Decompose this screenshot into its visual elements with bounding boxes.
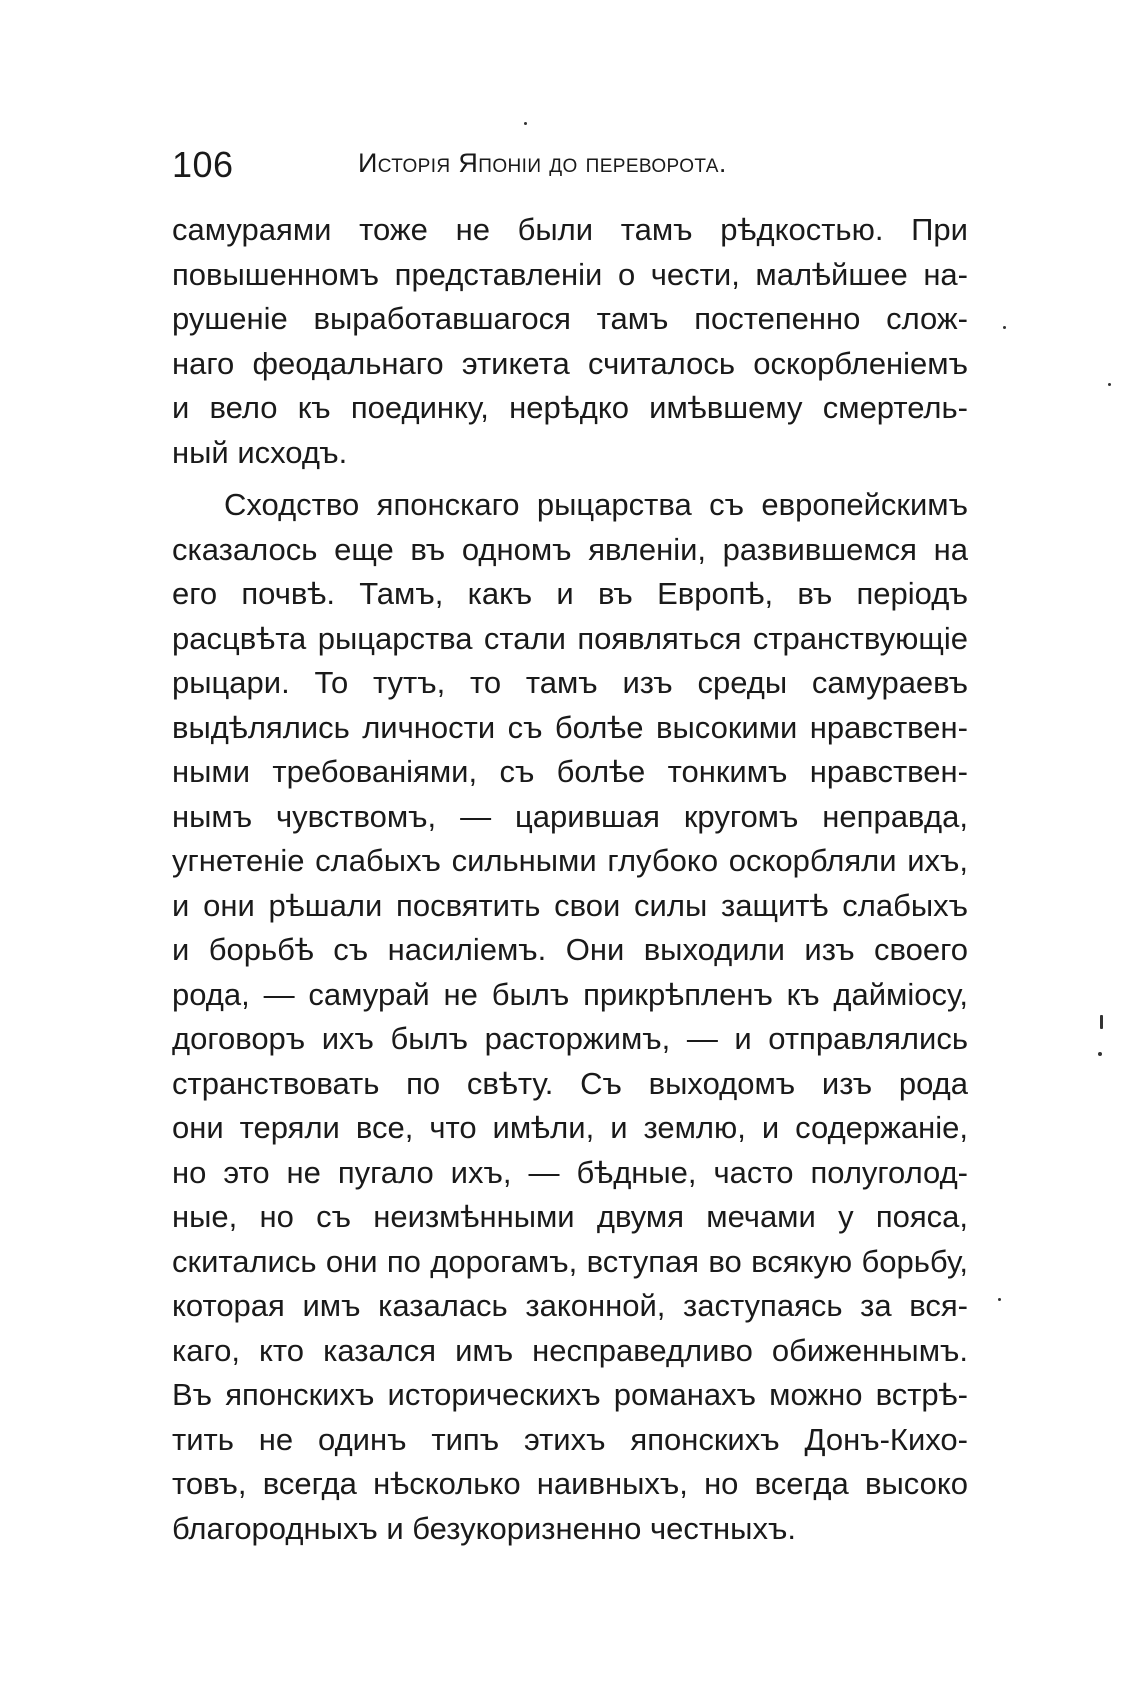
paragraph-2 (172, 483, 968, 1551)
scan-speck (998, 1298, 1001, 1301)
running-title: Исторія Японіи до переворота. (358, 148, 727, 178)
text-line: выдѣлялись личности съ болѣе высокими нравствен- (172, 709, 968, 745)
paragraph-gap (172, 475, 968, 483)
text-line: рушеніе выработавшагося тамъ постепенно слож- (172, 301, 968, 336)
body-text (172, 208, 968, 1551)
text-line: ный исходъ. (172, 434, 348, 470)
text-line: ными требованіями, съ болѣе тонкимъ нравствен- (172, 754, 968, 789)
text-line: рыцари. То тутъ, то тамъ изъ среды самураевъ (172, 665, 968, 700)
scan-speck (524, 122, 527, 125)
text-line: рода, — самурай не былъ прикрѣпленъ къ дайміосу, (172, 976, 968, 1012)
text-line: скитались они по дорогамъ, вступая во всякую борьбу, (172, 1243, 968, 1279)
text-line: и вело къ поединку, нерѣдко имѣвшему смертель- (172, 390, 968, 425)
paragraph-1 (172, 208, 968, 475)
text-line: наго феодальнаго этикета считалось оскорбленіемъ (172, 345, 968, 381)
page-number: 106 (172, 144, 234, 185)
text-line: которая имъ казалась законной, заступаясь за вся- (172, 1288, 968, 1323)
text-line: договоръ ихъ былъ расторжимъ, — и отправлялись (172, 1021, 968, 1056)
text-line: нымъ чувствомъ, — царившая кругомъ неправда, (172, 798, 968, 834)
text-line: ные, но съ неизмѣнными двумя мечами у пояса, (172, 1199, 968, 1234)
text-line: товъ, всегда нѣсколько наивныхъ, но всегда высоко (172, 1466, 968, 1501)
scan-speck (1100, 1015, 1103, 1029)
scan-speck (1098, 1052, 1102, 1056)
text-line: и борьбѣ съ насиліемъ. Они выходили изъ своего (172, 932, 968, 967)
text-line: расцвѣта рыцарства стали появляться странствующіе (172, 620, 968, 656)
text-line: тить не одинъ типъ этихъ японскихъ Донъ-Кихо- (172, 1421, 968, 1457)
page-header (172, 140, 968, 190)
text-line: повышенномъ представленіи о чести, малѣйшее на- (172, 256, 968, 292)
text-line: его почвѣ. Тамъ, какъ и въ Европѣ, въ періодъ (172, 576, 968, 611)
text-line: каго, кто казался имъ несправедливо обиженнымъ. (172, 1332, 968, 1368)
text-line: Въ японскихъ историческихъ романахъ можно встрѣ- (172, 1377, 968, 1412)
scan-speck (1108, 383, 1111, 386)
text-line: странствовать по свѣту. Съ выходомъ изъ рода (172, 1065, 968, 1101)
text-line: самураями тоже не были тамъ рѣдкостью. При (172, 212, 968, 247)
text-line: и они рѣшали посвятить свои силы защитѣ слабыхъ (172, 887, 968, 923)
scan-speck (1003, 326, 1006, 329)
text-line: но это не пугало ихъ, — бѣдные, часто полуголод- (172, 1154, 968, 1190)
text-line: Сходство японскаго рыцарства съ европейскимъ (224, 487, 968, 522)
text-line: угнетеніе слабыхъ сильными глубоко оскорбляли ихъ, (172, 843, 968, 878)
text-line: благородныхъ и безукоризненно честныхъ. (172, 1510, 796, 1546)
text-line: они теряли все, что имѣли, и землю, и содержаніе, (172, 1110, 968, 1145)
text-line: сказалось еще въ одномъ явленіи, развившемся на (172, 531, 968, 567)
